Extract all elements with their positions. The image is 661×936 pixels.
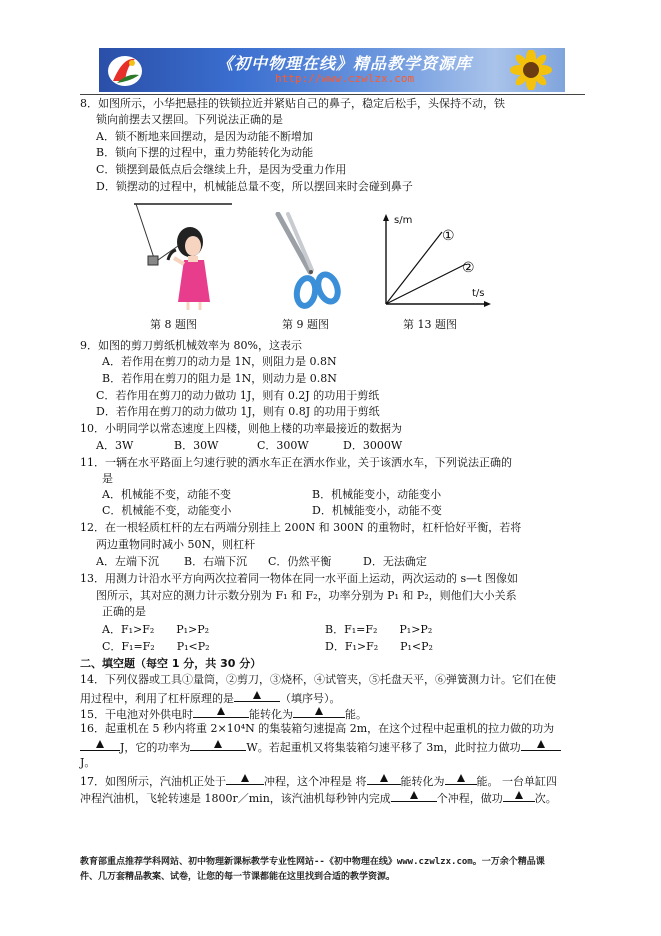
q12-stem-line2: 两边重物同时减小 50N，则杠杆 — [96, 538, 256, 551]
graph-line-2 — [386, 264, 466, 304]
q17-part-a: 17．如图所示，汽油机正处于 — [80, 775, 226, 788]
q17-blank-strokes[interactable] — [391, 790, 437, 802]
sunflower-icon — [501, 50, 561, 90]
q13-option-b: B．F₁=F₂ P₁>P₂ — [325, 623, 433, 636]
q16-blank-work-2[interactable] — [521, 739, 561, 751]
q15-middle: 能转化为 — [249, 708, 293, 721]
q13-option-a: A．F₁>F₂ P₁>P₂ — [102, 623, 210, 636]
q17-line1 — [80, 773, 557, 789]
q10-option-a: A．3W — [96, 439, 134, 452]
q10-stem: 10．小明同学以常态速度上四楼，则他上楼的功率最接近的数据为 — [80, 422, 402, 435]
q14-line2-suffix: （填序号）。 — [280, 692, 341, 705]
q8-option-b: B．锁向下摆的过程中，重力势能转化为动能 — [96, 146, 314, 159]
q8-option-a: A．锁不断地来回摆动，是因为动能不断增加 — [96, 130, 313, 143]
q11-stem-line1: 11．一辆在水平路面上匀速行驶的洒水车正在洒水作业，关于该洒水车，下列说法正确的 — [80, 456, 512, 469]
q12-option-c: C．仍然平衡 — [268, 555, 332, 568]
q11-option-d: D．机械能变小，动能不变 — [312, 504, 442, 517]
q15-prefix: 15．干电池对外供电时 — [80, 708, 193, 721]
footer-line-2: 件、几万套精品教案、试卷，让您的每一节课都能在这里找到合适的教学资源。 — [80, 872, 396, 882]
graph-line-1 — [386, 232, 442, 304]
q17-blank-work-times[interactable] — [503, 790, 535, 802]
q11-option-b: B．机械能变小，动能变小 — [312, 488, 442, 501]
q13-option-d: D．F₁>F₂ P₁<P₂ — [325, 640, 433, 653]
q9-stem: 9．如图的剪刀剪纸机械效率为 80%，这表示 — [80, 339, 302, 352]
q15-blank-1[interactable] — [193, 706, 249, 718]
q16-blank-work[interactable] — [80, 739, 120, 751]
q17-blank-stroke[interactable] — [226, 773, 264, 785]
graph-y-axis-label: s/m — [394, 215, 413, 226]
q15-blank-2[interactable] — [293, 706, 345, 718]
q16-line2-part-b: W。若起重机又将集装箱匀速平移了 3m，此时拉力做功 — [246, 741, 521, 754]
q16-line1: 16．起重机在 5 秒内将重 2×10⁴N 的集装箱匀速提高 2m，在这个过程中起重机的拉力做的功为 — [80, 722, 555, 735]
q17-part-b: 冲程，这个冲程是 将 — [264, 775, 367, 788]
q16-line3: J。 — [80, 756, 96, 769]
figure-13-caption: 第 13 题图 — [403, 318, 457, 331]
q13-stem-line1: 13．用测力计沿水平方向两次拉着同一物体在同一水平面上运动，两次运动的 s—t 图像如 — [80, 572, 519, 585]
banner-url[interactable]: http://www.czwlzx.com — [275, 72, 415, 85]
q13-stem-line2: 图所示，其对应的测力计示数分别为 F₁ 和 F₂，功率分别为 P₁ 和 P₂，则他们大小关系 — [96, 589, 517, 602]
q16-blank-power[interactable] — [190, 739, 246, 751]
q14-line2-prefix: 用过程中，利用了杠杆原理的是 — [80, 692, 234, 705]
figure-9-caption: 第 9 题图 — [282, 318, 329, 331]
q14-answer-blank[interactable] — [234, 690, 280, 702]
q9-option-a: A．若作用在剪刀的动力是 1N，则阻力是 0.8N — [102, 355, 337, 368]
figure-9-scissors-icon — [268, 212, 348, 312]
q12-option-a: A．左端下沉 — [96, 555, 159, 568]
q11-option-a: A．机械能不变，动能不变 — [102, 488, 231, 501]
q12-option-b: B．右端下沉 — [184, 555, 248, 568]
q17-line2-part-c: 次。 — [534, 792, 557, 805]
q17-line2-part-b: 个冲程，做功 — [436, 792, 503, 805]
q11-stem-line2: 是 — [102, 472, 113, 485]
figure-8-caption: 第 8 题图 — [150, 318, 197, 331]
q14-line1: 14．下列仪器或工具①量筒，②剪刀，③烧杯，④试管夹，⑤托盘天平，⑥弹簧测力计。它们在使 — [80, 673, 556, 686]
graph-line-1-label: ① — [442, 228, 455, 244]
q11-option-c: C．机械能不变，动能变小 — [102, 504, 232, 517]
q10-option-b: B．30W — [174, 439, 219, 452]
q15-line — [80, 706, 367, 722]
q8-option-c: C．锁摆到最低点后会继续上升，是因为受重力作用 — [96, 163, 347, 176]
q17-line2 — [80, 790, 557, 806]
q9-option-c: C．若作用在剪刀的动力做功 1J，则有 0.2J 的功用于剪纸 — [96, 389, 380, 402]
q9-option-b: B．若作用在剪刀的阻力是 1N，则动力是 0.8N — [102, 372, 337, 385]
q8-option-d: D．锁摆动的过程中，机械能总量不变，所以摆回来时会碰到鼻子 — [96, 180, 413, 193]
q15-suffix: 能。 — [345, 708, 367, 721]
q17-blank-energy-2[interactable] — [445, 773, 477, 785]
footer-line-1: 教育部重点推荐学科网站、初中物理新课标教学专业性网站--《初中物理在线》www.czwlzx.com。一万余个精品课 — [80, 857, 545, 867]
q9-option-d: D．若作用在剪刀的动力做功 1J，则有 0.8J 的功用于剪纸 — [96, 405, 380, 418]
q10-option-c: C．300W — [257, 439, 309, 452]
banner-title: 《初中物理在线》精品教学资源库 — [217, 54, 473, 73]
graph-x-axis-label: t/s — [472, 288, 485, 299]
q17-line2-part-a: 冲程汽油机，飞轮转速是 1800r／min，该汽油机每秒钟内完成 — [80, 792, 391, 805]
q12-stem-line1: 12．在一根轻质杠杆的左右两端分别挂上 200N 和 300N 的重物时，杠杆恰好平衡，若将 — [80, 521, 522, 534]
q12-option-d: D．无法确定 — [363, 555, 427, 568]
q10-option-d: D．3000W — [343, 439, 403, 452]
header-banner — [99, 48, 565, 92]
header-rule — [80, 94, 585, 95]
q8-stem-line2: 锁向前摆去又摆回。下列说法正确的是 — [96, 113, 283, 126]
section-2-heading: 二、填空题（每空 1 分，共 30 分） — [80, 657, 262, 670]
q8-stem-line1: 8．如图所示，小华把悬挂的铁锁拉近并紧贴自己的鼻子，稳定后松手，头保持不动，铁 — [80, 97, 505, 110]
q16-line2-part-a: J，它的功率为 — [120, 741, 191, 754]
q13-stem-line3: 正确的是 — [102, 605, 146, 618]
q17-blank-energy-1[interactable] — [367, 773, 401, 785]
site-logo-icon — [105, 51, 145, 89]
graph-line-2-label: ② — [462, 260, 475, 276]
q16-line2 — [80, 739, 561, 755]
q13-option-c: C．F₁=F₂ P₁<P₂ — [102, 640, 210, 653]
q14-line2 — [80, 690, 341, 706]
q17-part-c: 能转化为 — [400, 775, 445, 788]
q17-part-d: 能。 一台单缸四 — [476, 775, 557, 788]
page-footer — [80, 855, 590, 885]
figure-8-illustration — [128, 202, 240, 312]
